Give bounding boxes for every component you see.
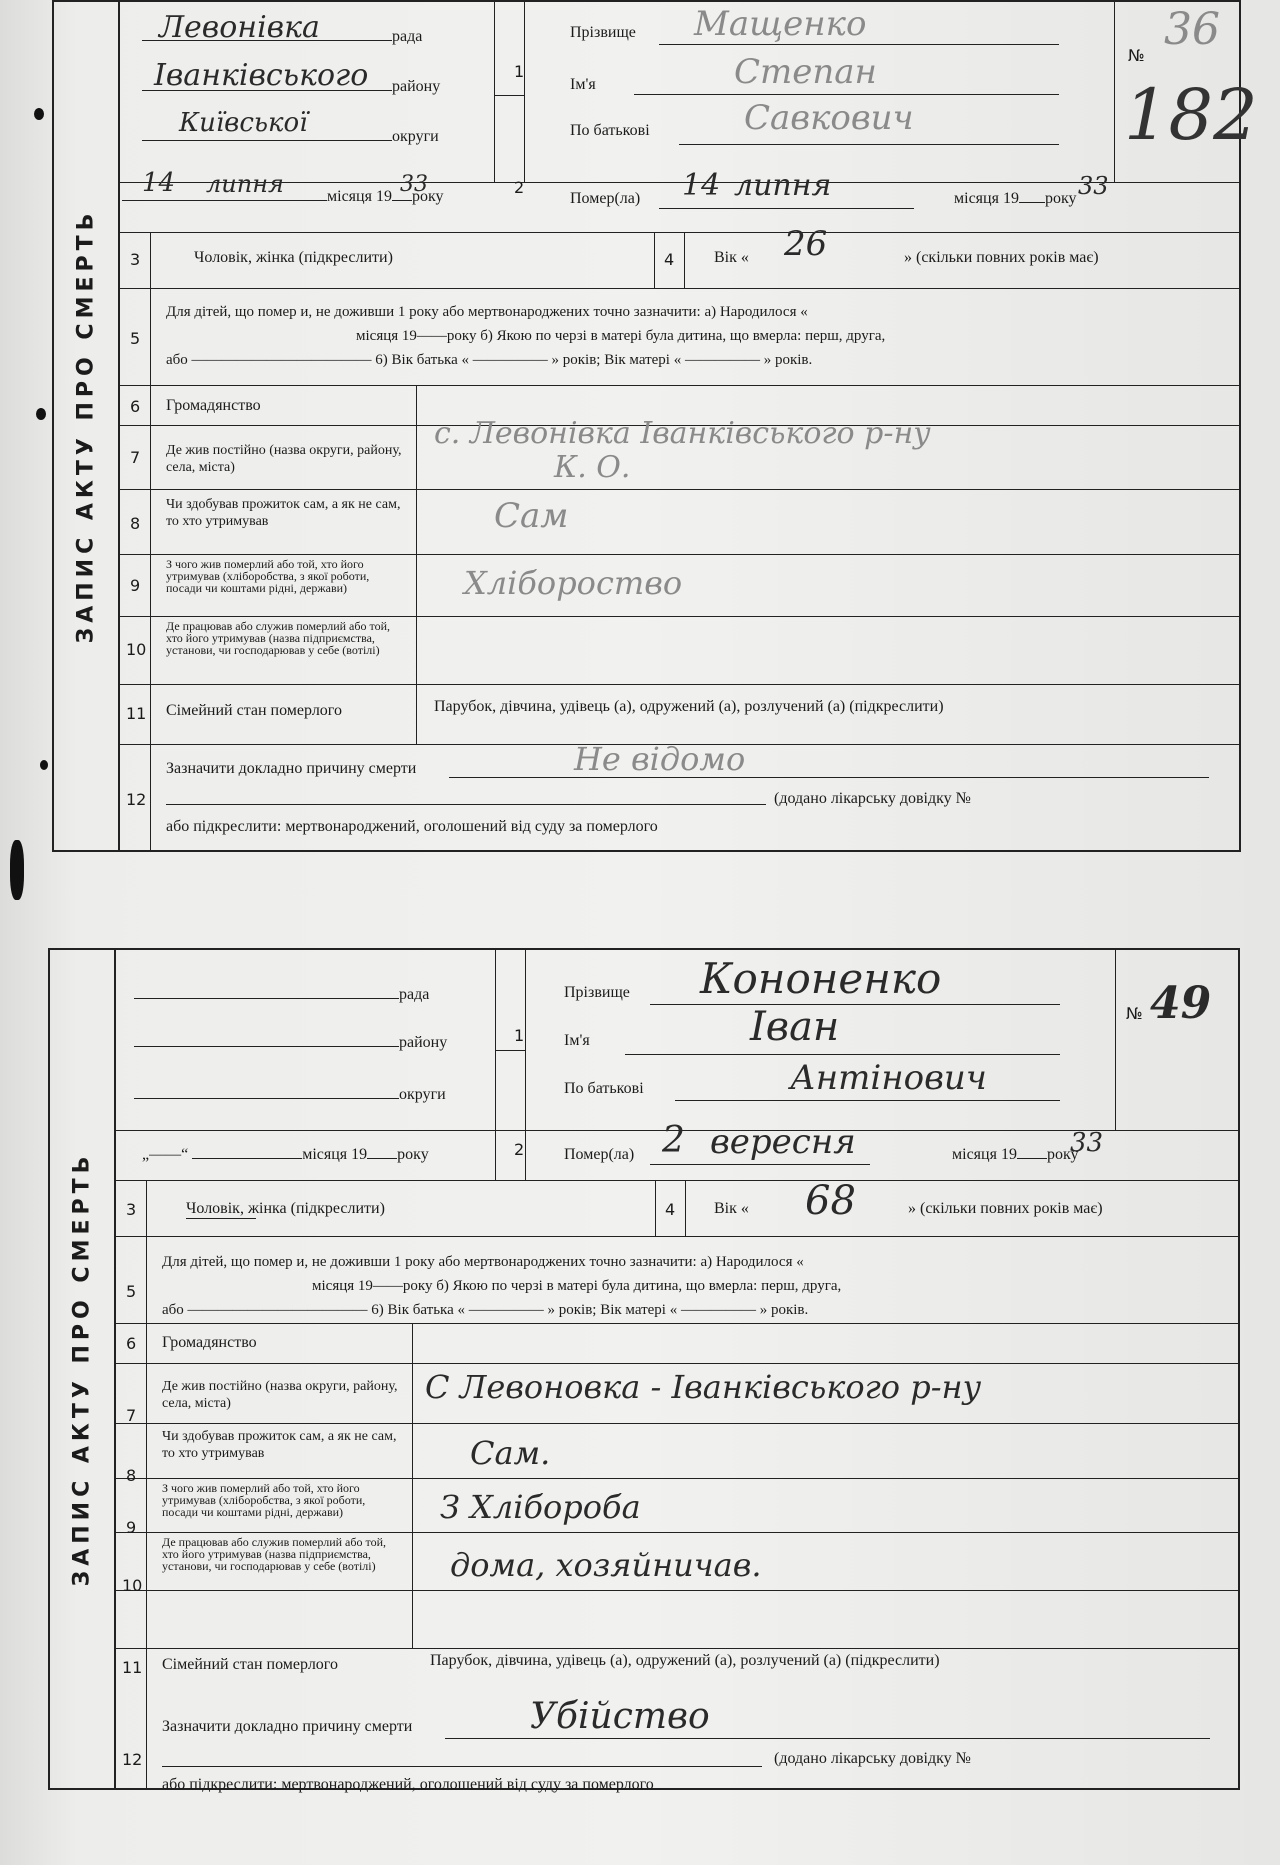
ink-mark bbox=[10, 840, 24, 900]
ink-mark bbox=[40, 760, 48, 770]
side-title: ЗАПИС АКТУ ПРО СМЕРТЬ bbox=[54, 2, 120, 850]
patronymic-value: Савкович bbox=[744, 98, 914, 138]
rayonu-value: Іванківського bbox=[154, 58, 369, 93]
ink-mark bbox=[36, 408, 46, 420]
patronymic-value: Антінович bbox=[790, 1058, 987, 1098]
death-record-1: ЗАПИС АКТУ ПРО СМЕРТЬ рада Левонівка району Іванківського округи Київської 1 2 місяця 19 року 14 липня 33 Прізвище Мащенко Ім'я Степан По батькові Савкович № 36 182 Помер(ла) 14 липня місяця 19 року 33 3 Чоловік, жінка (підкреслити) 4 Вік « 26 » (скільки повних років має) 5 Для дітей, що помер и, не доживши 1 року або мертвонароджених точно зазначити: а) Народилося « місяця 19——року б) Якою по черзі в матері була дитина, що вмерла: перш, друга, або ———————————— 6) Вік батька « ————— » років; Вік матері « ————— » років. 6 Громадянство 7 Де жив постійно (назва округи, району, села, міста) с. Левонівка Іванківського р-ну К. О. 8 Чи здобував прожиток сам, а як не сам, то хто утримував Сам 9 З чого жив померлий або той, хто його утримував (хліборобства, з якої роботи, посади чи коштами рідні, держави) Хлібороство 10 Де працював або служив померлий або той, хто його утримував (назва підприємства, установи, чи господарював у себе (вотілі) 11 Сімейний стан померлого Парубок, дівчина, удівець (а), одружений (а), розлучений (а) (підкреслити) 12 Зазначити докладно причину смерти Не відомо (додано лікарську довідку № або підкреслити: мертвонароджений, оголошений від суду за померлого bbox=[52, 0, 1241, 852]
surname-value: Кононенко bbox=[700, 954, 942, 1003]
okruhy-value: Київської bbox=[179, 108, 308, 138]
rada-value: Левонівка bbox=[159, 10, 320, 45]
record-number: 36 bbox=[1164, 4, 1220, 55]
surname-value: Мащенко bbox=[694, 4, 867, 44]
record-number-large: 182 bbox=[1124, 74, 1258, 156]
record-number: 49 bbox=[1150, 978, 1212, 1029]
side-title-2: ЗАПИС АКТУ ПРО СМЕРТЬ bbox=[50, 950, 116, 1788]
name-value: Іван bbox=[750, 1004, 840, 1050]
death-record-2: ЗАПИС АКТУ ПРО СМЕРТЬ рада району округи 1 2 „——“ місяця 19 року Прізвище Кононенко Ім'я Іван По батькові Антінович № 49 Помер(ла) 2 вересня місяця 19 року 33 3 Чоловік, жінка (підкреслити) 4 Вік « 68 » (скільки повних років має) 5 Для дітей, що помер и, не доживши 1 року або мертвонароджених точно зазначити: а) Народилося « місяця 19——року б) Якою по черзі в матері була дитина, що вмерла: перш, друга, або ———————————— 6) Вік батька « ————— » років; Вік матері « ————— » років. 6 Громадянство 7 Де жив постійно (назва округи, району, села, міста) С Левоновка - Іванківського р-ну 8 Чи здобував прожиток сам, а як не сам, то хто утримував Сам. 9 З чого жив померлий або той, хто його утримував (хліборобства, з якої роботи, посади чи коштами рідні, держави) З Хлібороба 10 Де працював або служив померлий або той, хто його утримував (назва підприємства, установи, чи господарював у себе (вотілі) дома, хозяйничав. 11 Сімейний стан померлого Парубок, дівчина, удівець (а), одружений (а), розлучений (а) (підкреслити) 12 Зазначити докладно причину смерти Убійство (додано лікарську довідку № або підкреслити: мертвонароджений, оголошений від суду за померлого bbox=[48, 948, 1240, 1790]
ink-mark bbox=[34, 108, 44, 120]
name-value: Степан bbox=[734, 52, 877, 92]
